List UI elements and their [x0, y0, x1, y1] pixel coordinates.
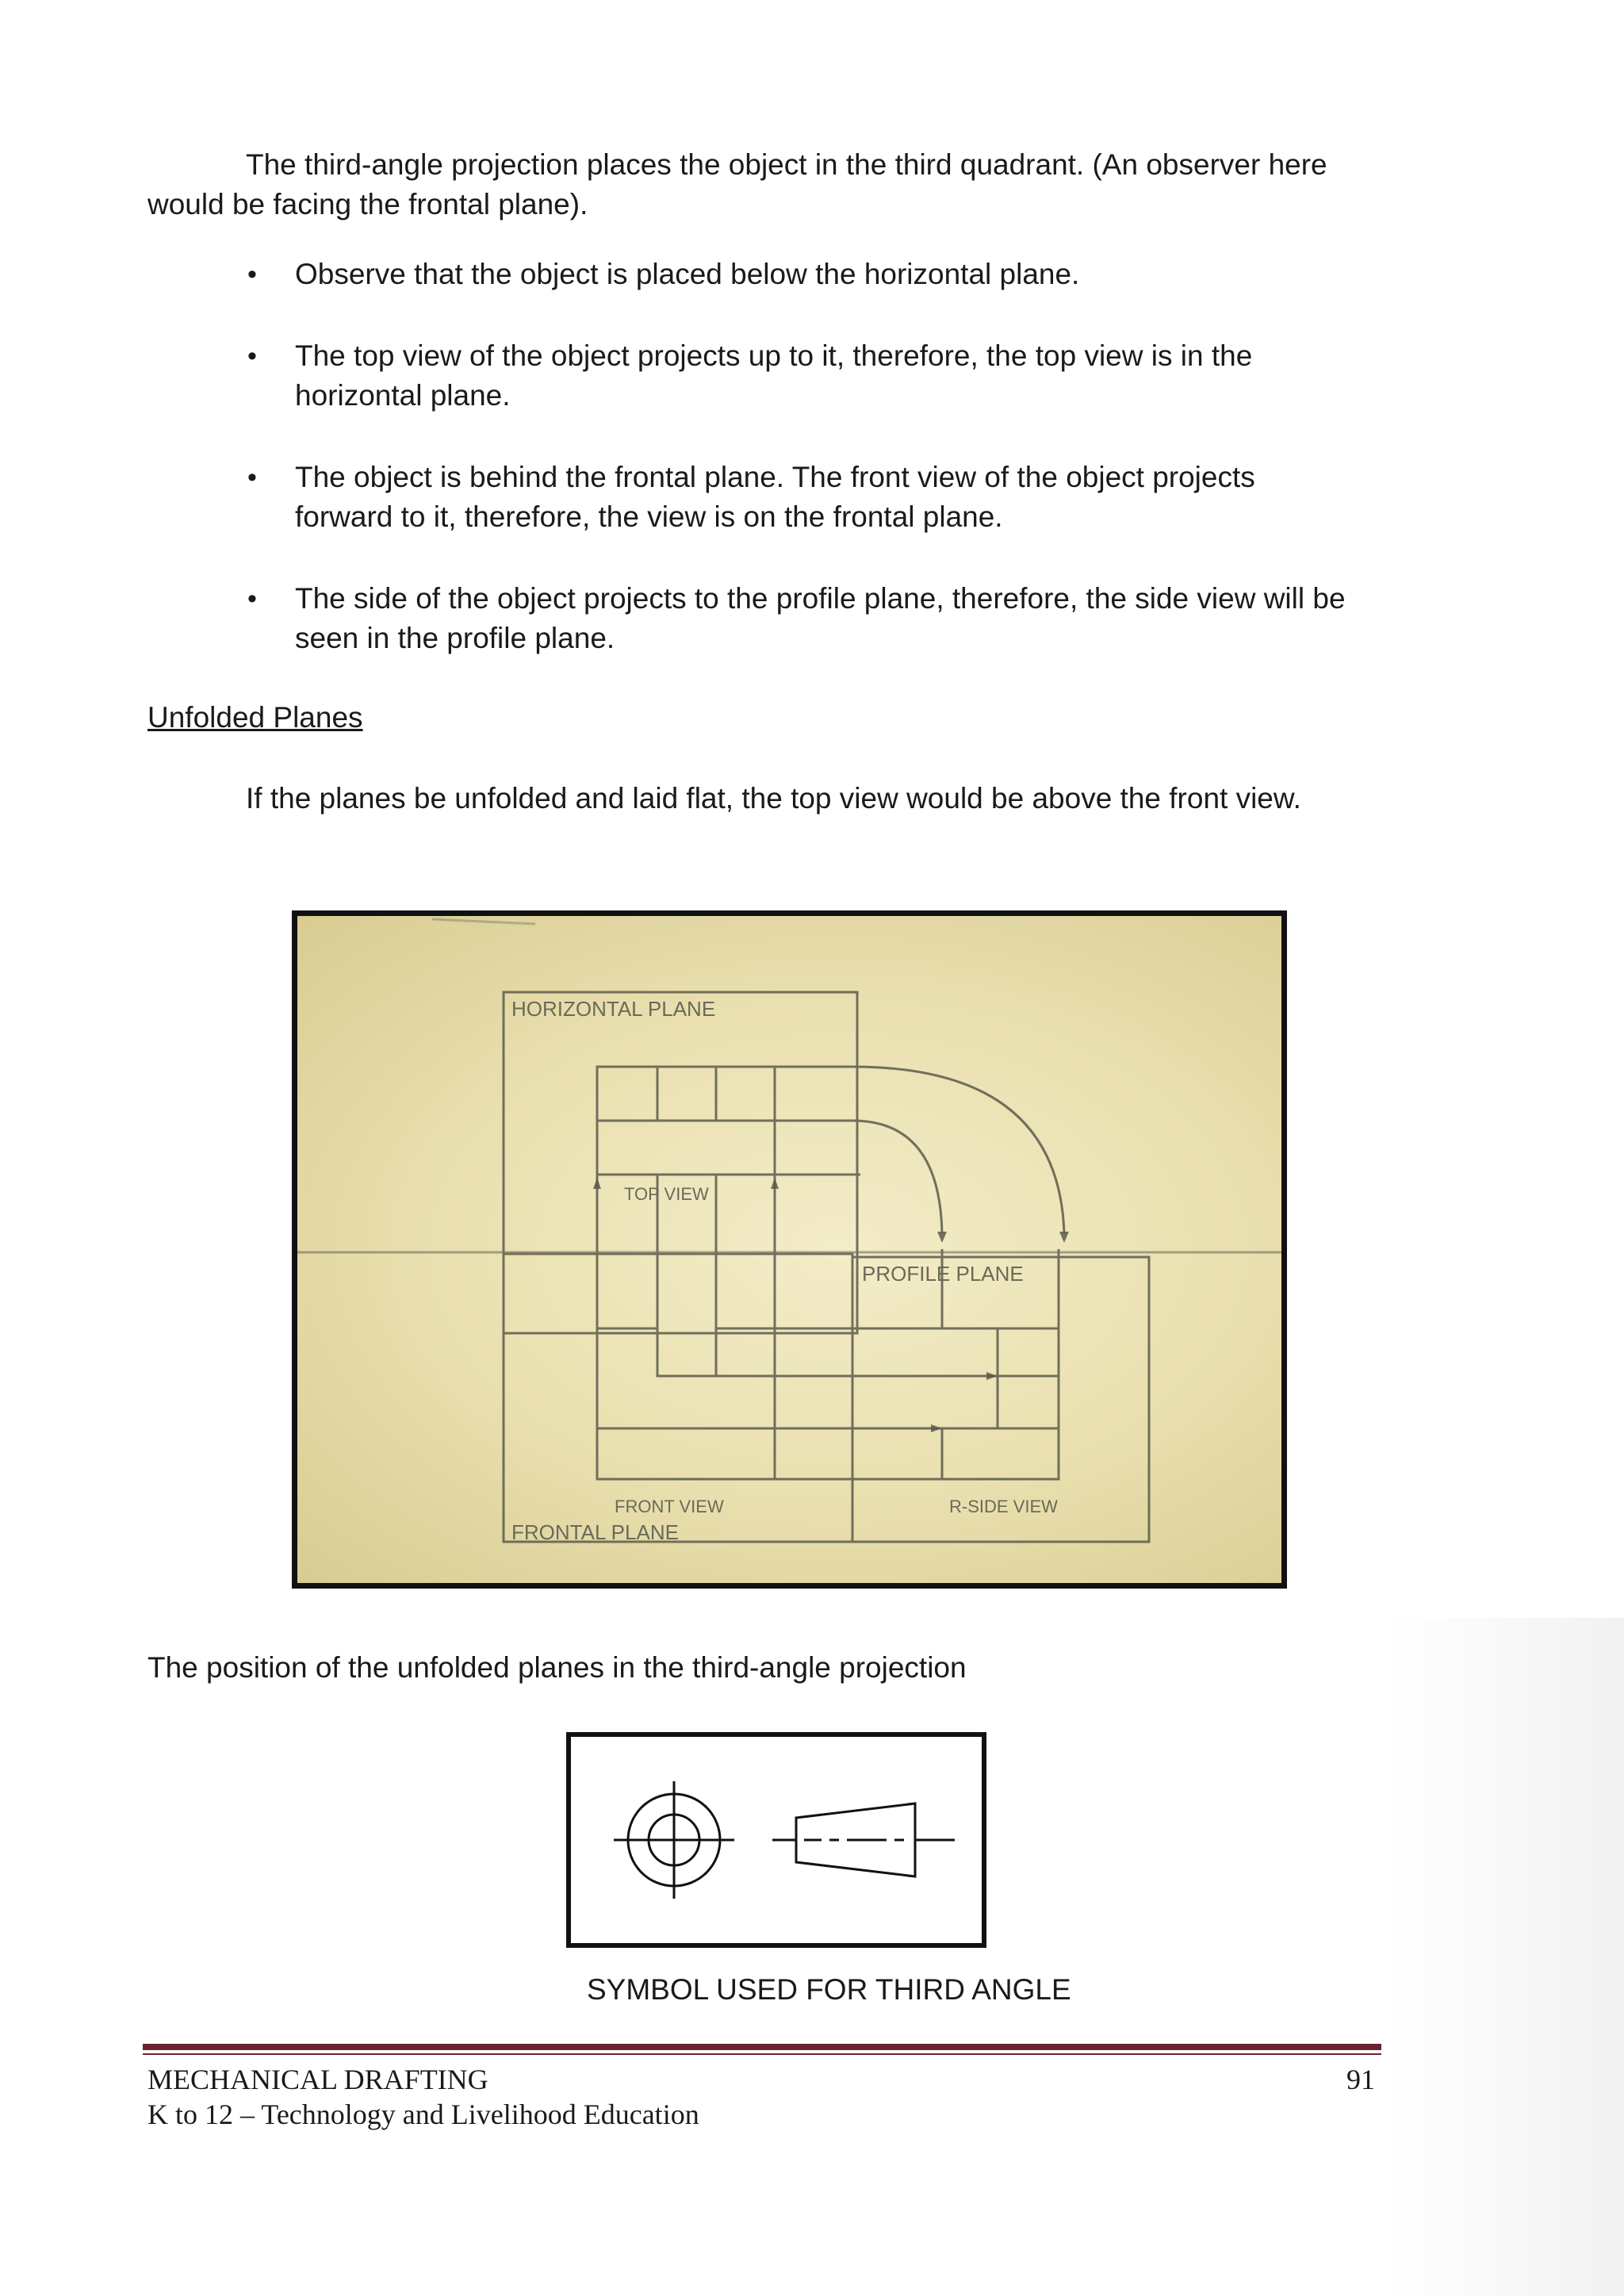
bullet-4-line-1: The side of the object projects to the profile plane, therefore, the side view will be — [295, 582, 1346, 615]
front-view-outline — [597, 1328, 775, 1479]
section-heading: Unfolded Planes — [147, 701, 363, 734]
bullet-3-line-1: The object is behind the frontal plane. The front view of the object projects — [295, 461, 1255, 493]
label-horizontal-plane: HORIZONTAL PLANE — [511, 997, 716, 1021]
third-angle-symbol — [566, 1732, 986, 1948]
horizontal-plane-box — [504, 992, 857, 1333]
label-frontal-plane: FRONTAL PLANE — [511, 1520, 679, 1544]
arrowhead — [1059, 1232, 1069, 1243]
footer-rule-thin — [143, 2053, 1381, 2055]
bullet-2-line-1: The top view of the object projects up to it, therefore, the top view is in the — [295, 339, 1253, 372]
unfolded-planes-figure — [292, 910, 1287, 1589]
figure-caption: The position of the unfolded planes in the third-angle projection — [147, 1651, 967, 1684]
intro-line-1: The third-angle projection places the object in the third quadrant. (An observer here — [246, 148, 1327, 181]
scrap-text-mark — [432, 919, 535, 924]
bullet-marker: • — [247, 462, 257, 493]
bullet-marker: • — [247, 341, 257, 371]
page-edge-shadow — [1386, 1618, 1624, 2296]
section-paragraph: If the planes be unfolded and laid flat, the top view would be above the front view. — [246, 782, 1301, 815]
arrowhead — [986, 1372, 998, 1380]
page-number: 91 — [1346, 2064, 1375, 2095]
label-profile-plane: PROFILE PLANE — [862, 1262, 1024, 1286]
arrowhead — [937, 1232, 947, 1243]
label-top-view: TOP VIEW — [624, 1184, 709, 1204]
footer-rule — [143, 2044, 1381, 2050]
label-front-view: FRONT VIEW — [615, 1497, 724, 1516]
bullet-3-line-2: forward to it, therefore, the view is on the frontal plane. — [295, 500, 1003, 533]
symbol-caption: SYMBOL USED FOR THIRD ANGLE — [587, 1973, 1071, 2006]
bullet-marker: • — [247, 259, 257, 289]
bullet-marker: • — [247, 584, 257, 614]
third-angle-symbol-drawing — [571, 1737, 982, 1943]
label-side-view: R-SIDE VIEW — [949, 1497, 1058, 1516]
side-view-outline — [942, 1328, 1059, 1479]
arrowhead — [931, 1424, 942, 1432]
arrowhead — [593, 1178, 601, 1189]
arrowhead — [771, 1178, 779, 1189]
footer-subtitle: K to 12 – Technology and Livelihood Education — [147, 2099, 699, 2130]
bullet-1-line-1: Observe that the object is placed below the horizontal plane. — [295, 258, 1080, 290]
bullet-2-line-2: horizontal plane. — [295, 379, 511, 412]
unfolded-planes-drawing — [297, 916, 1281, 1583]
footer-title: MECHANICAL DRAFTING — [147, 2064, 488, 2095]
bullet-4-line-2: seen in the profile plane. — [295, 622, 615, 654]
intro-line-2: would be facing the frontal plane). — [147, 188, 588, 220]
